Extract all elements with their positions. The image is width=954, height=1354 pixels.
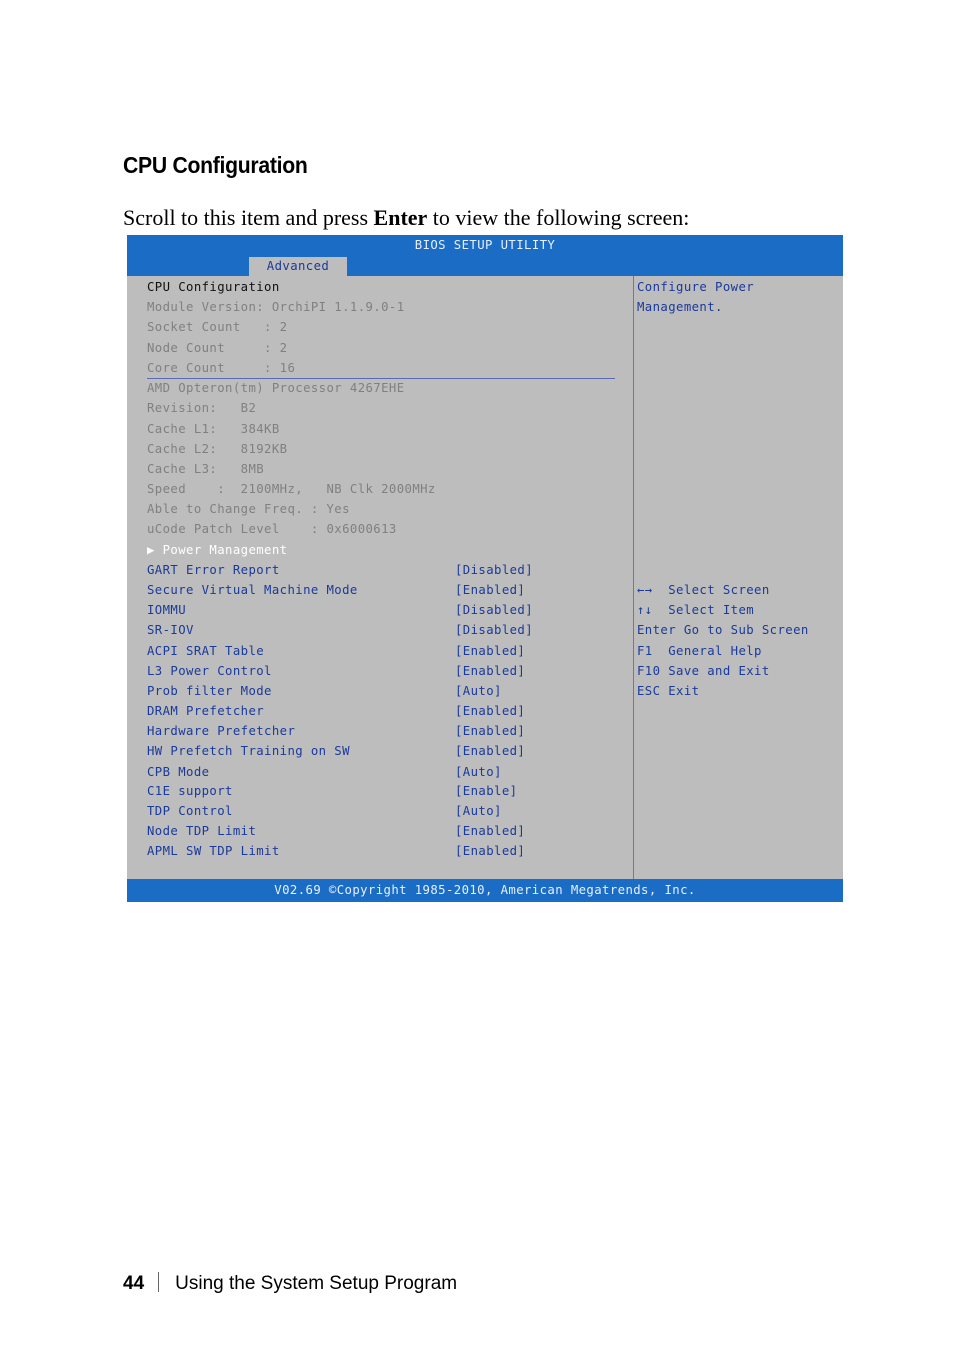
setting-l3-power-control[interactable] — [147, 664, 526, 678]
setting-value[interactable]: [Enabled] — [455, 744, 526, 758]
cpu-cache-l3: Cache L3: 8MB — [147, 462, 265, 476]
setting-value[interactable]: [Enable] — [455, 784, 518, 798]
setting-label: DRAM Prefetcher — [147, 704, 265, 718]
help-key-general-help: F1 General Help — [637, 644, 762, 658]
info-module-version: Module Version: OrchiPI 1.1.9.0-1 — [147, 300, 405, 314]
setting-value[interactable]: [Enabled] — [455, 724, 526, 738]
setting-label: Prob filter Mode — [147, 684, 272, 698]
setting-label: IOMMU — [147, 603, 187, 617]
setting-cpb-mode[interactable] — [147, 765, 502, 779]
divider — [147, 378, 615, 379]
settings-pane — [127, 276, 632, 879]
setting-label: HW Prefetch Training on SW — [147, 744, 350, 758]
bios-copyright: V02.69 ©Copyright 1985-2010, American Megatrends, Inc. — [127, 879, 843, 902]
submenu-power-management[interactable]: ▶ Power Management — [147, 543, 288, 557]
intro-text — [123, 205, 689, 231]
setting-hw-prefetch-training[interactable] — [147, 744, 526, 758]
setting-value[interactable]: [Disabled] — [455, 603, 534, 617]
cpu-revision: Revision: B2 — [147, 401, 257, 415]
setting-value[interactable]: [Enabled] — [455, 824, 526, 838]
help-key-exit: ESC Exit — [637, 684, 700, 698]
bios-header — [127, 235, 843, 276]
setting-node-tdp-limit[interactable] — [147, 824, 526, 838]
help-description-line1: Configure Power — [637, 280, 755, 294]
setting-value[interactable]: [Auto] — [455, 804, 502, 818]
cpu-cache-l2: Cache L2: 8192KB — [147, 442, 288, 456]
setting-label: APML SW TDP Limit — [147, 844, 280, 858]
page-footer — [123, 1272, 457, 1295]
setting-value[interactable]: [Enabled] — [455, 664, 526, 678]
bios-title: BIOS SETUP UTILITY — [414, 238, 556, 252]
setting-label: Node TDP Limit — [147, 824, 257, 838]
help-pane — [633, 276, 844, 879]
setting-gart-error-report[interactable] — [147, 563, 534, 577]
setting-label: ACPI SRAT Table — [147, 644, 265, 658]
setting-c1e-support[interactable] — [147, 784, 518, 798]
setting-value[interactable]: [Auto] — [455, 684, 502, 698]
cpu-ucode-patch: uCode Patch Level : 0x6000613 — [147, 522, 397, 536]
cpu-change-freq: Able to Change Freq. : Yes — [147, 502, 350, 516]
setting-value[interactable]: [Enabled] — [455, 583, 526, 597]
setting-secure-vm-mode[interactable] — [147, 583, 526, 597]
setting-hardware-prefetcher[interactable] — [147, 724, 526, 738]
help-key-select-screen: ←→ Select Screen — [637, 583, 770, 597]
intro-after: to view the following screen: — [427, 205, 690, 230]
footer-separator — [158, 1272, 159, 1292]
section-heading: CPU Configuration — [123, 152, 308, 178]
pane-section-title: CPU Configuration — [147, 280, 280, 294]
setting-label: C1E support — [147, 784, 233, 798]
setting-dram-prefetcher[interactable] — [147, 704, 526, 718]
setting-acpi-srat-table[interactable] — [147, 644, 526, 658]
intro-key: Enter — [373, 205, 428, 230]
cpu-cache-l1: Cache L1: 384KB — [147, 422, 280, 436]
setting-label: GART Error Report — [147, 563, 280, 577]
cpu-model: AMD Opteron(tm) Processor 4267EHE — [147, 381, 405, 395]
setting-value[interactable]: [Disabled] — [455, 623, 534, 637]
info-node-count: Node Count : 2 — [147, 341, 288, 355]
info-core-count: Core Count : 16 — [147, 361, 296, 375]
setting-prob-filter-mode[interactable] — [147, 684, 502, 698]
bios-screen — [127, 235, 843, 902]
help-description-line2: Management. — [637, 300, 723, 314]
cpu-speed: Speed : 2100MHz, NB Clk 2000MHz — [147, 482, 436, 496]
setting-value[interactable]: [Disabled] — [455, 563, 534, 577]
setting-label: CPB Mode — [147, 765, 210, 779]
setting-value[interactable]: [Enabled] — [455, 704, 526, 718]
setting-tdp-control[interactable] — [147, 804, 502, 818]
footer-title: Using the System Setup Program — [175, 1273, 458, 1294]
page-number: 44 — [123, 1273, 145, 1294]
help-key-sub-screen: Enter Go to Sub Screen — [637, 623, 809, 637]
setting-label: L3 Power Control — [147, 664, 272, 678]
setting-label: Hardware Prefetcher — [147, 724, 296, 738]
setting-label: SR-IOV — [147, 623, 194, 637]
setting-apml-sw-tdp-limit[interactable] — [147, 844, 526, 858]
intro-before: Scroll to this item and press — [123, 205, 374, 230]
tab-advanced[interactable]: Advanced — [249, 257, 347, 276]
setting-value[interactable]: [Enabled] — [455, 644, 526, 658]
setting-label: TDP Control — [147, 804, 233, 818]
setting-sr-iov[interactable] — [147, 623, 534, 637]
setting-value[interactable]: [Auto] — [455, 765, 502, 779]
help-key-save-exit: F10 Save and Exit — [637, 664, 770, 678]
setting-label: Secure Virtual Machine Mode — [147, 583, 358, 597]
setting-iommu[interactable] — [147, 603, 534, 617]
setting-value[interactable]: [Enabled] — [455, 844, 526, 858]
help-key-select-item: ↑↓ Select Item — [637, 603, 755, 617]
info-socket-count: Socket Count : 2 — [147, 320, 288, 334]
